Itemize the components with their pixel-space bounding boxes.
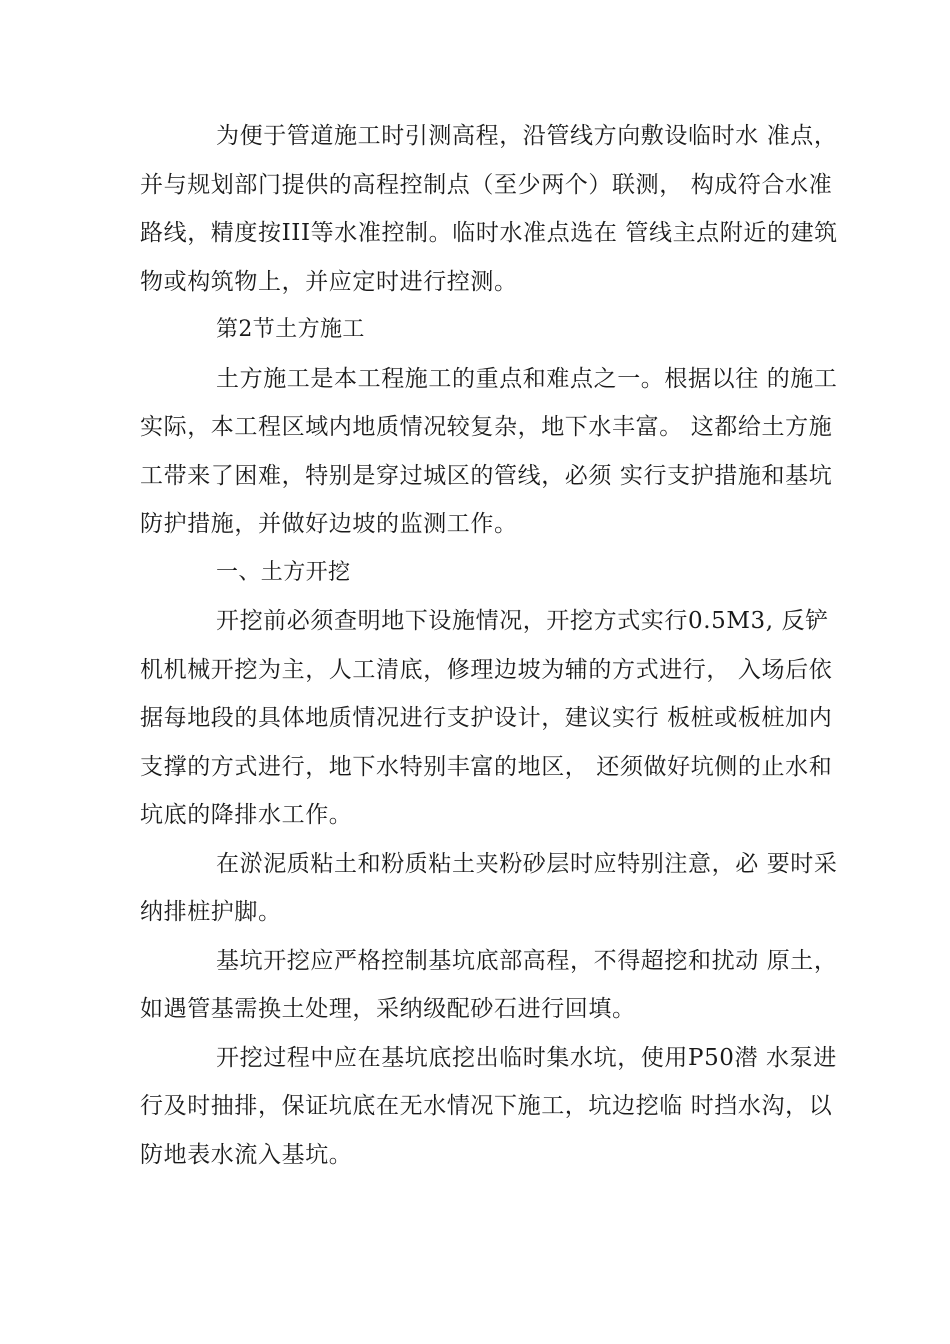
paragraph-earthwork-intro: 土方施工是本工程施工的重点和难点之一。根据以往 的施工实际，本工程区域内地质情况较复杂，地下水丰富。 这都给土方施工带来了困难，特别是穿过城区的管线，必须 实行支护措施和基坑防护措施，并做好边坡的监测工作。 (140, 365, 838, 537)
paragraph-excavation-method: 开挖前必须查明地下设施情况，开挖方式实行0.5M3, 反铲机机械开挖为主，人工清底，修理边坡为辅的方式进行， 入场后依据每地段的具体地质情况进行支护设计，建议实行 板桩或板桩加内支撑的方式进行，地下水特别丰富的地区， 还须做好坑侧的止水和坑底的降排水工作。 (140, 608, 833, 828)
subsection-heading-excavation: 一、土方开挖 (216, 559, 351, 585)
paragraph-pit-elevation: 基坑开挖应严格控制基坑底部高程，不得超挖和扰动 原土，如遇管基需换土处理，采纳级配砂石进行回填。 (140, 947, 838, 1022)
section-heading-earthwork: 第2节土方施工 (216, 317, 365, 342)
paragraph-benchmark-survey: 为便于管道施工时引测高程，沿管线方向敷设临时水 准点，并与规划部门提供的高程控制点（至少两个）联测， 构成符合水准路线，精度按III等水准控制。临时水准点选在 管线主点附近的建筑物或构筑物上，并应定时进行控测。 (140, 123, 838, 295)
paragraph-dewatering: 开挖过程中应在基坑底挖出临时集水坑，使用P50潜 水泵进行及时抽排，保证坑底在无水情况下施工，坑边挖临 时挡水沟，以防地表水流入基坑。 (140, 1044, 837, 1168)
paragraph-silty-clay-note: 在淤泥质粘土和粉质粘土夹粉砂层时应特别注意，必 要时采纳排桩护脚。 (140, 850, 838, 925)
document-body (140, 112, 840, 1179)
